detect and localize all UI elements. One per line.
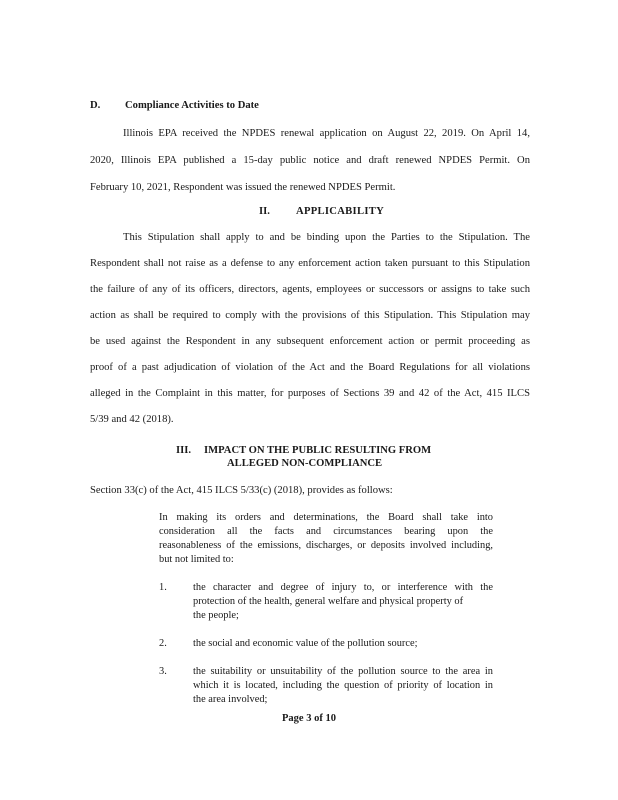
item-1-number: 1.: [159, 582, 167, 593]
section-ii-line-5: be used against the Respondent in any subsequent enforcement action or permit proceeding as: [90, 336, 530, 347]
page-number-footer: Page 3 of 10: [282, 713, 336, 724]
section-d-line-3: February 10, 2021, Respondent was issued the renewed NPDES Permit.: [90, 182, 396, 193]
quote-line-1: In making its orders and determinations, the Board shall take into: [159, 512, 493, 523]
section-ii-line-2: Respondent shall not raise as a defense to any enforcement action taken pursuant to this Stipulation: [90, 258, 530, 269]
section-iii-intro: Section 33(c) of the Act, 415 ILCS 5/33(c) (2018), provides as follows:: [90, 485, 393, 496]
section-d-title: Compliance Activities to Date: [125, 100, 259, 111]
section-ii-line-3: the failure of any of its officers, directors, agents, employees or successors or assigns to take such: [90, 284, 530, 295]
section-d-line-1: Illinois EPA received the NPDES renewal application on August 22, 2019. On April 14,: [123, 128, 530, 139]
section-iii-title-line-2: ALLEGED NON-COMPLIANCE: [227, 458, 383, 469]
item-1-line-2: protection of the health, general welfare and physical property of: [193, 596, 464, 607]
quote-line-2: consideration all the facts and circumstances bearing upon the: [159, 526, 493, 537]
quote-line-4: but not limited to:: [159, 554, 234, 565]
item-3-line-2: which it is located, including the question of priority of location in: [193, 680, 493, 691]
section-ii-numeral: II.: [259, 206, 270, 217]
item-2-line-1: the social and economic value of the pollution source;: [193, 638, 418, 649]
section-ii-line-7: alleged in the Complaint in this matter, for purposes of Sections 39 and 42 of the Act, 415 ILCS: [90, 388, 530, 399]
quote-line-3: reasonableness of the emissions, discharges, or deposits involved including,: [159, 540, 493, 551]
section-ii-line-6: proof of a past adjudication of violation of the Act and the Board Regulations for all violations: [90, 362, 530, 373]
section-ii-line-4: action as shall be required to comply with the provisions of this Stipulation. This Stipulation may: [90, 310, 530, 321]
item-3-number: 3.: [159, 666, 167, 677]
item-2-number: 2.: [159, 638, 167, 649]
item-1-line-1: the character and degree of injury to, or interference with the: [193, 582, 493, 593]
item-3-line-1: the suitability or unsuitability of the pollution source to the area in: [193, 666, 493, 677]
section-iii-numeral: III.: [176, 445, 192, 456]
item-1-line-3: the people;: [193, 610, 239, 621]
item-3-line-3: the area involved;: [193, 694, 268, 705]
section-ii-line-1: This Stipulation shall apply to and be binding upon the Parties to the Stipulation. The: [123, 232, 530, 243]
section-ii-line-8: 5/39 and 42 (2018).: [90, 414, 174, 425]
section-d-line-2: 2020, Illinois EPA published a 15-day public notice and draft renewed NPDES Permit. On: [90, 155, 530, 166]
section-iii-title-line-1: IMPACT ON THE PUBLIC RESULTING FROM: [204, 445, 432, 456]
section-ii-title: APPLICABILITY: [296, 206, 385, 217]
section-d-letter: D.: [90, 100, 101, 111]
